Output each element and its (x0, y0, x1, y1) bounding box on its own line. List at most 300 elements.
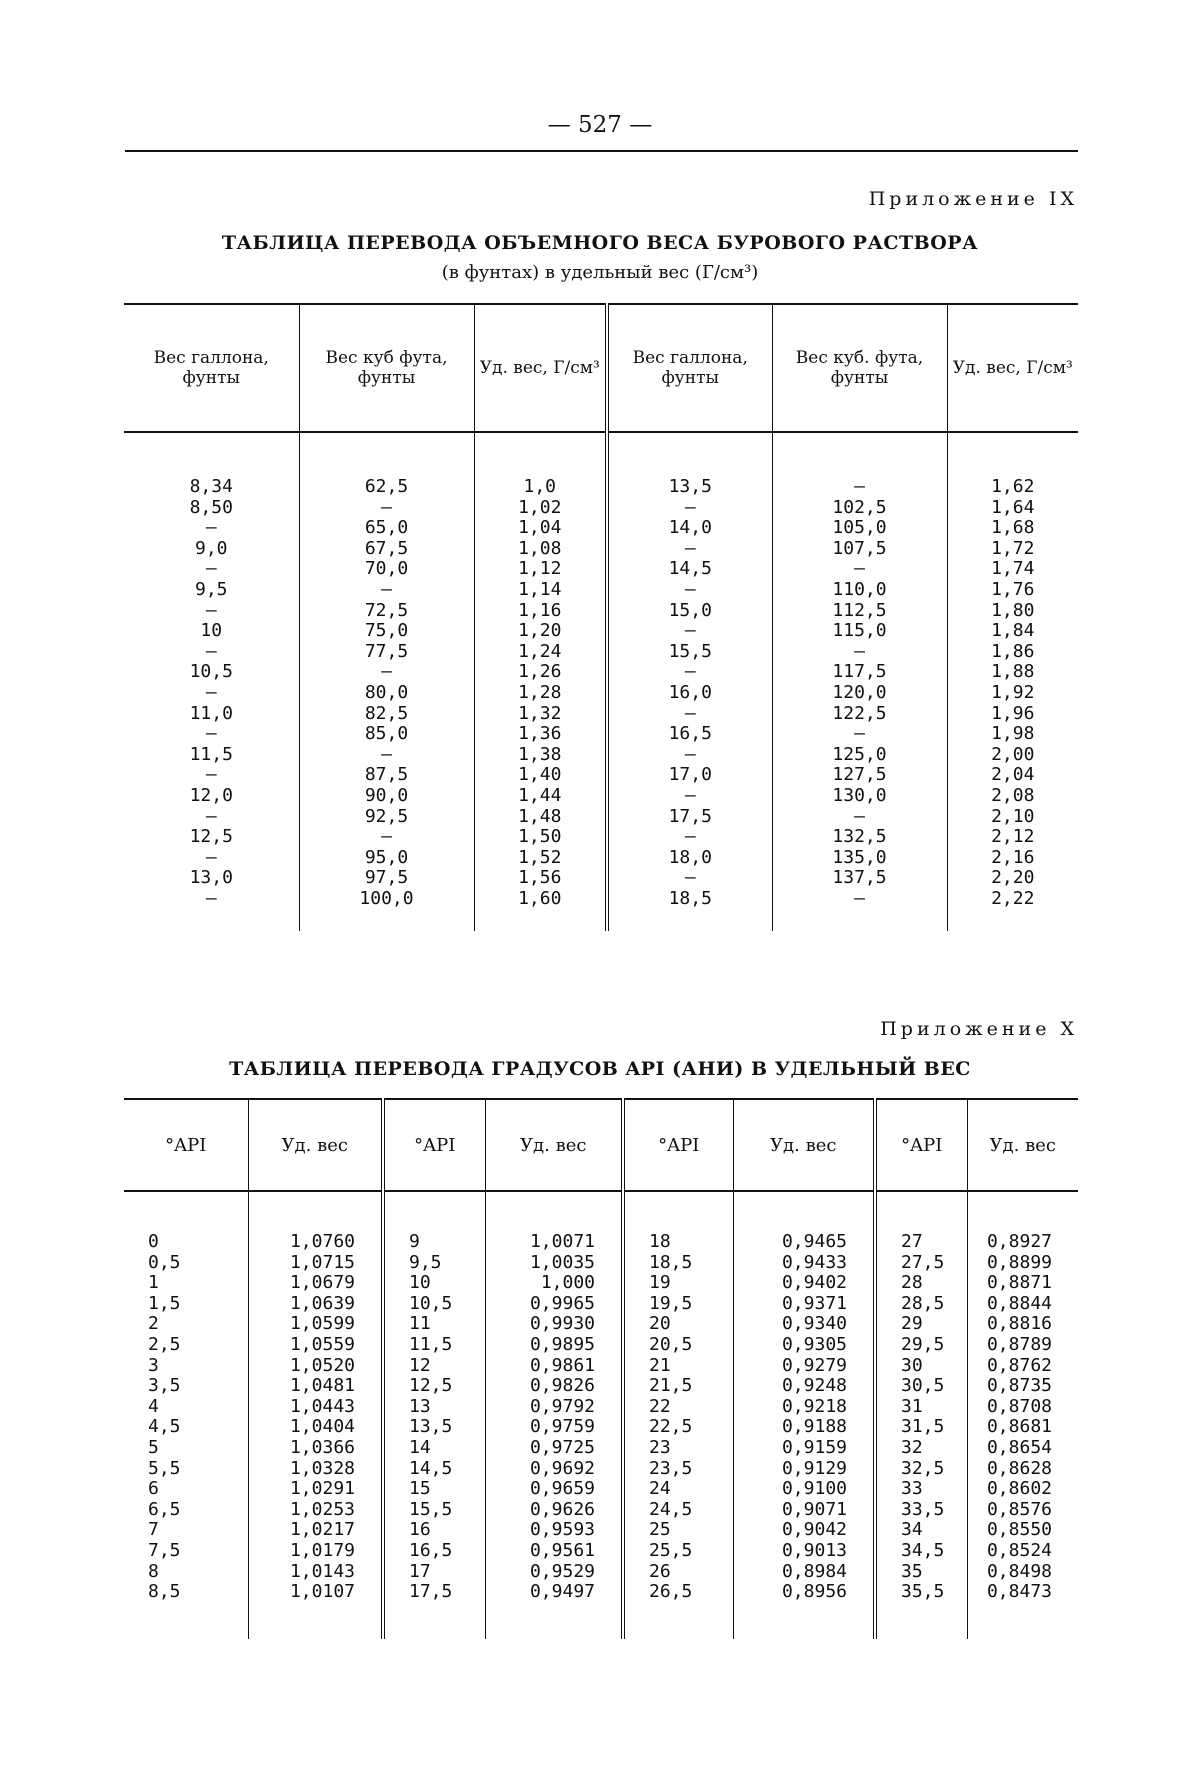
table-body-row (124, 1232, 1078, 1603)
table-cell: 0,8927 (986, 1231, 1052, 1252)
table-cell: 65,0 (364, 517, 409, 539)
table-cell: 1,0328 (289, 1457, 355, 1479)
column-header: Уд. вес (733, 1099, 875, 1191)
table-cell: 0,9100 (781, 1478, 847, 1500)
table-cell: 17,0 (668, 764, 712, 786)
column-header: Вес галлона, фунты (607, 304, 772, 432)
table-cell: 0,8628 (986, 1457, 1052, 1479)
table-cell: 1,0143 (289, 1560, 355, 1582)
table-cell: 20,5 (649, 1333, 693, 1355)
table-cell: 25 (649, 1519, 671, 1541)
table-cell: 1,0639 (289, 1292, 355, 1314)
table-cell: — (684, 826, 696, 848)
table-header-row (124, 304, 1078, 432)
table-cell: 0,8984 (781, 1560, 847, 1582)
table-header-row (124, 1099, 1078, 1191)
table-cell: 1,92 (991, 681, 1035, 703)
table-cell: 2,04 (991, 764, 1035, 786)
specific-gravity-column (485, 1232, 623, 1603)
table-cell: 110,0 (832, 578, 887, 600)
table-cell: 10,5 (189, 661, 233, 683)
table-cell: 0,9042 (781, 1519, 847, 1541)
table-cell: 10 (200, 620, 223, 642)
table-cell: 35 (901, 1560, 923, 1582)
table-cell: 10,5 (409, 1292, 453, 1314)
table-cell: 0,9188 (781, 1416, 847, 1438)
table-cell: 72,5 (364, 599, 409, 621)
table-cell: — (684, 702, 696, 724)
specific-gravity-column (733, 1232, 875, 1603)
table-cell: 95,0 (364, 846, 409, 868)
table-cell: 0,9626 (529, 1498, 595, 1520)
table-cell: — (205, 558, 217, 580)
table-cell: 32 (901, 1436, 923, 1458)
table-cell: — (854, 887, 865, 909)
table-cell: 1,0404 (289, 1416, 355, 1438)
specific-gravity-column (474, 477, 607, 909)
table-cell: 85,0 (364, 723, 409, 745)
table-cell: 0,5 (148, 1251, 181, 1273)
table-cell: 0,8956 (781, 1581, 847, 1603)
table-cell: 0,9433 (781, 1251, 847, 1273)
table-cell: 27,5 (901, 1251, 945, 1273)
table-cell: 0,9218 (781, 1395, 847, 1417)
table-cell: 0,9497 (529, 1581, 595, 1603)
column-header: Вес куб фута, фунты (299, 304, 474, 432)
table-cell: 117,5 (832, 661, 887, 683)
table-cell: 70,0 (364, 558, 409, 580)
table-cell: — (381, 496, 392, 518)
table-cell: 1,68 (991, 517, 1035, 539)
table-cell: — (381, 578, 392, 600)
column-header: Уд. вес (248, 1099, 383, 1191)
table-cell: 127,5 (832, 764, 887, 786)
table-cell: 112,5 (832, 599, 887, 621)
table-cell: 33 (901, 1478, 923, 1500)
table-cell: 130,0 (832, 784, 887, 806)
table-cell: 9,5 (194, 578, 228, 600)
table-cell: 1,50 (518, 826, 562, 848)
table-cell: 26 (649, 1560, 671, 1582)
table-cell: 87,5 (364, 764, 409, 786)
table-cell: 0,9861 (529, 1354, 595, 1376)
table-cell: 2,22 (991, 887, 1035, 909)
table-cell: 1,0179 (289, 1539, 355, 1561)
table-cell: 1,52 (518, 846, 562, 868)
table-cell: 1,60 (518, 887, 562, 909)
table-cell: 0,9402 (781, 1272, 847, 1294)
table-cell: 33,5 (901, 1498, 945, 1520)
table-cell: — (205, 846, 217, 868)
table-cell: 27 (901, 1231, 923, 1252)
table-cell: 0,9692 (529, 1457, 595, 1479)
table-cell: 3 (148, 1354, 159, 1376)
table-cell: 35,5 (901, 1581, 945, 1603)
table-cell: 1,26 (518, 661, 562, 683)
table-cell: 0,9305 (781, 1333, 847, 1355)
table-cell: 0,9465 (781, 1231, 847, 1252)
cubic-foot-weight-column (772, 477, 947, 909)
table-cell: 13,5 (668, 476, 712, 497)
table-cell: 0,9895 (529, 1333, 595, 1355)
table-cell: 1,84 (991, 620, 1035, 642)
table-cell: — (684, 784, 696, 806)
table-cell: 137,5 (832, 867, 887, 889)
table-cell: 29 (901, 1313, 923, 1335)
table-cell: 0,8816 (986, 1313, 1052, 1335)
table-cell: 67,5 (364, 537, 409, 559)
table-cell: 7,5 (148, 1539, 181, 1561)
table-cell: 30 (901, 1354, 923, 1376)
table-cell: 0,9759 (529, 1416, 595, 1438)
table-cell: 0,9792 (529, 1395, 595, 1417)
table-cell: 0,8576 (986, 1498, 1052, 1520)
table-cell: 26,5 (649, 1581, 693, 1603)
table-cell: — (684, 743, 696, 765)
table-cell: 1,0715 (289, 1251, 355, 1273)
table-cell: 1,0035 (529, 1251, 595, 1273)
table-cell: 13,5 (409, 1416, 453, 1438)
table-cell: — (205, 764, 217, 786)
table-cell: 11,5 (409, 1333, 453, 1355)
table-cell: — (854, 805, 865, 827)
table-cell: 29,5 (901, 1333, 945, 1355)
table-cell: 0,9930 (529, 1313, 595, 1335)
table-cell: 2,20 (991, 867, 1035, 889)
table-cell: 2,08 (991, 784, 1035, 806)
table-cell: 14 (409, 1436, 431, 1458)
specific-gravity-column (967, 1232, 1078, 1603)
table-cell: 1,98 (991, 723, 1035, 745)
api-gravity-conversion-table (124, 1098, 1078, 1639)
table-cell: 1,36 (518, 723, 562, 745)
table-cell: 2,5 (148, 1333, 181, 1355)
table-cell: 15 (409, 1478, 431, 1500)
table-cell: 62,5 (364, 476, 409, 497)
table-cell: 1,74 (991, 558, 1035, 580)
table-cell: 2,00 (991, 743, 1035, 765)
table-cell: 0,9659 (529, 1478, 595, 1500)
table-body-row (124, 477, 1078, 909)
table-cell: 5 (148, 1436, 159, 1458)
table-cell: 1,0679 (289, 1272, 355, 1294)
table-cell: 1,12 (518, 558, 562, 580)
table-cell: 0,8899 (986, 1251, 1052, 1273)
table-cell: 0,9593 (529, 1519, 595, 1541)
table-cell: 0,8708 (986, 1395, 1052, 1417)
table-cell: 9,0 (194, 537, 228, 559)
table-cell: 8 (148, 1560, 159, 1582)
table-cell: 24 (649, 1478, 671, 1500)
table-cell: 0,9248 (781, 1375, 847, 1397)
table-cell: 0,8498 (986, 1560, 1052, 1582)
table-cell: 16,5 (668, 723, 712, 745)
table-cell: 125,0 (832, 743, 887, 765)
table-cell: 0,8602 (986, 1478, 1052, 1500)
table-cell: 1,0520 (289, 1354, 355, 1376)
table-cell: 1,72 (991, 537, 1035, 559)
table-cell: 0,8844 (986, 1292, 1052, 1314)
table-cell: — (205, 805, 217, 827)
table-cell: 16,0 (668, 681, 712, 703)
specific-gravity-column (248, 1232, 383, 1603)
table-cell: 31,5 (901, 1416, 945, 1438)
table-cell: 22,5 (649, 1416, 693, 1438)
column-header: Уд. вес (967, 1099, 1078, 1191)
table-cell: 15,5 (668, 640, 712, 662)
api-degrees-column (383, 1232, 485, 1603)
table-cell: 11 (409, 1313, 431, 1335)
table-cell: 34 (901, 1519, 923, 1541)
table-cell: 132,5 (832, 826, 887, 848)
column-header: °API (383, 1099, 485, 1191)
table-cell: 34,5 (901, 1539, 945, 1561)
table-cell: 30,5 (901, 1375, 945, 1397)
table-cell: — (381, 661, 392, 683)
table-cell: 14,0 (668, 517, 712, 539)
table-cell: 25,5 (649, 1539, 693, 1561)
table-cell: 0,8789 (986, 1333, 1052, 1355)
table-cell: — (684, 578, 696, 600)
table-cell: 6 (148, 1478, 159, 1500)
api-degrees-column (875, 1232, 967, 1603)
table-cell: 0,8735 (986, 1375, 1052, 1397)
table-cell: 0,8473 (986, 1581, 1052, 1603)
table-cell: 1,0291 (289, 1478, 355, 1500)
table-cell: 9,5 (409, 1251, 442, 1273)
table-cell: 1,80 (991, 599, 1035, 621)
table-cell: 2,12 (991, 826, 1035, 848)
table-cell: 1,96 (991, 702, 1035, 724)
table-cell: 1,24 (518, 640, 562, 662)
table-cell: 2 (148, 1313, 159, 1335)
gallon-weight-column (124, 477, 299, 909)
table-cell: 0,8762 (986, 1354, 1052, 1376)
table-cell: 1,0071 (529, 1231, 595, 1252)
table-cell: 2,16 (991, 846, 1035, 868)
table-cell: 1,08 (518, 537, 562, 559)
column-header: Уд. вес (485, 1099, 623, 1191)
table-cell: 28 (901, 1272, 923, 1294)
api-degrees-column (124, 1232, 248, 1603)
table-cell: 17,5 (668, 805, 712, 827)
table-cell: 19 (649, 1272, 671, 1294)
table-cell: 102,5 (832, 496, 887, 518)
table-cell: 1,76 (991, 578, 1035, 600)
table-cell: 18,0 (668, 846, 712, 868)
table-cell: — (381, 743, 392, 765)
table-cell: 0,9725 (529, 1436, 595, 1458)
table-cell: 5,5 (148, 1457, 181, 1479)
table-cell: 11,0 (189, 702, 233, 724)
table-cell: 1,02 (518, 496, 562, 518)
table-cell: 0,8654 (986, 1436, 1052, 1458)
table-cell: 1 (148, 1272, 159, 1294)
table-cell: 0,9013 (781, 1539, 847, 1561)
table-cell: 0,8550 (986, 1519, 1052, 1541)
table-cell: 80,0 (364, 681, 409, 703)
table-cell: 14,5 (668, 558, 712, 580)
table-cell: 0,8871 (986, 1272, 1052, 1294)
table-cell: 32,5 (901, 1457, 945, 1479)
table-cell: 107,5 (832, 537, 887, 559)
table-cell: — (854, 476, 865, 497)
column-header: °API (124, 1099, 248, 1191)
table-cell: 0 (148, 1231, 159, 1252)
table-cell: 100,0 (359, 887, 414, 909)
table-cell: — (205, 681, 217, 703)
appendix-10-label: Приложение X (880, 1018, 1078, 1040)
table-cell: 8,5 (148, 1581, 181, 1603)
table-cell: 1,5 (148, 1292, 181, 1314)
table-cell: 1,56 (518, 867, 562, 889)
table-cell: 1,28 (518, 681, 562, 703)
table-cell: 82,5 (364, 702, 409, 724)
table-cell: 1,48 (518, 805, 562, 827)
table-cell: 75,0 (364, 620, 409, 642)
gallon-weight-column (607, 477, 772, 909)
table-cell: 1,44 (518, 784, 562, 806)
table-cell: 1,14 (518, 578, 562, 600)
column-header: Уд. вес, Г/см³ (947, 304, 1078, 432)
table-cell: 1,40 (518, 764, 562, 786)
table-cell: 17,5 (409, 1581, 453, 1603)
table-cell: 19,5 (649, 1292, 693, 1314)
table-cell: 31 (901, 1395, 923, 1417)
table-cell: 1,86 (991, 640, 1035, 662)
table-cell: 1,16 (518, 599, 562, 621)
table-cell: 0,9340 (781, 1313, 847, 1335)
table-cell: 16 (409, 1519, 431, 1541)
table-cell: — (684, 620, 696, 642)
table-cell: — (854, 640, 865, 662)
table-cell: 18,5 (668, 887, 712, 909)
table-cell: 13,0 (189, 867, 233, 889)
table-cell: 1,0107 (289, 1581, 355, 1603)
table-cell: 1,88 (991, 661, 1035, 683)
table-cell: 1,38 (518, 743, 562, 765)
table-cell: — (854, 723, 865, 745)
table-cell: 21,5 (649, 1375, 693, 1397)
table-cell: 1,64 (991, 496, 1035, 518)
table-cell: — (205, 599, 217, 621)
table-cell: 1,04 (518, 517, 562, 539)
table-cell: 1,32 (518, 702, 562, 724)
table-cell: 115,0 (832, 620, 887, 642)
table-cell: 0,9371 (781, 1292, 847, 1314)
table-cell: 0,9826 (529, 1375, 595, 1397)
table-cell: 9 (409, 1231, 420, 1252)
table-cell: 0,9965 (529, 1292, 595, 1314)
table-cell: 120,0 (832, 681, 887, 703)
table-cell: 0,9159 (781, 1436, 847, 1458)
table-cell: — (684, 867, 696, 889)
table-cell: 14,5 (409, 1457, 453, 1479)
specific-gravity-column (947, 477, 1078, 909)
table-cell: 12,5 (189, 826, 233, 848)
appendix-9-title: ТАБЛИЦА ПЕРЕВОДА ОБЪЕМНОГО ВЕСА БУРОВОГО РАСТВОРА (221, 232, 979, 254)
table-cell: 135,0 (832, 846, 887, 868)
table-cell: 97,5 (364, 867, 409, 889)
table-cell: 1,0253 (289, 1498, 355, 1520)
appendix-9-subtitle: (в фунтах) в удельный вес (Г/см³) (441, 262, 759, 283)
table-cell: 18 (649, 1231, 671, 1252)
table-cell: 0,9561 (529, 1539, 595, 1561)
table-cell: 11,5 (189, 743, 233, 765)
table-cell: 122,5 (832, 702, 887, 724)
table-cell: 0,9279 (781, 1354, 847, 1376)
top-rule (125, 150, 1078, 152)
table-cell: 1,0366 (289, 1436, 355, 1458)
table-cell: 92,5 (364, 805, 409, 827)
page-number: — 527 — (547, 112, 653, 138)
table-cell: 0,9529 (529, 1560, 595, 1582)
table-cell: — (854, 558, 865, 580)
table-cell: 8,50 (189, 496, 233, 518)
table-cell: — (684, 496, 696, 518)
table-cell: 1,62 (991, 476, 1035, 497)
table-cell: — (205, 517, 217, 539)
api-degrees-column (623, 1232, 733, 1603)
table-cell: 0,8524 (986, 1539, 1052, 1561)
table-cell: 21 (649, 1354, 671, 1376)
table-cell: 3,5 (148, 1375, 181, 1397)
table-cell: 28,5 (901, 1292, 945, 1314)
table-cell: 10 (409, 1272, 431, 1294)
table-cell: 18,5 (649, 1251, 693, 1273)
appendix-10-title: ТАБЛИЦА ПЕРЕВОДА ГРАДУСОВ API (АНИ) В УДЕЛЬНЫЙ ВЕС (229, 1058, 971, 1080)
table-cell: — (684, 537, 696, 559)
table-cell: 12,5 (409, 1375, 453, 1397)
table-cell: 90,0 (364, 784, 409, 806)
table-cell: 16,5 (409, 1539, 453, 1561)
table-cell: 24,5 (649, 1498, 693, 1520)
table-cell: 12 (409, 1354, 431, 1376)
table-cell: 0,8681 (986, 1416, 1052, 1438)
appendix-9-label: Приложение IX (868, 188, 1078, 210)
table-cell: 12,0 (189, 784, 233, 806)
table-cell: 1,0 (523, 476, 556, 497)
table-cell: 20 (649, 1313, 671, 1335)
table-cell: 15,0 (668, 599, 712, 621)
table-cell: 1,0559 (289, 1333, 355, 1355)
mud-weight-conversion-table (124, 303, 1078, 931)
table-cell: — (205, 640, 217, 662)
table-cell: 0,9071 (781, 1498, 847, 1520)
column-header: °API (875, 1099, 967, 1191)
table-cell: 1,20 (518, 620, 562, 642)
table-cell: 2,10 (991, 805, 1035, 827)
column-header: Уд. вес, Г/см³ (474, 304, 607, 432)
table-cell: 105,0 (832, 517, 887, 539)
table-cell: — (684, 661, 696, 683)
column-header: Вес галлона, фунты (124, 304, 299, 432)
table-cell: 23 (649, 1436, 671, 1458)
table-cell: 1,000 (540, 1272, 595, 1294)
table-cell: 4,5 (148, 1416, 181, 1438)
table-cell: 1,0760 (289, 1231, 355, 1252)
table-cell: 22 (649, 1395, 671, 1417)
table-cell: 13 (409, 1395, 431, 1417)
table-cell: 7 (148, 1519, 159, 1541)
table-cell: 17 (409, 1560, 431, 1582)
table-cell: — (205, 723, 217, 745)
table-cell: 15,5 (409, 1498, 453, 1520)
table-cell: 1,0599 (289, 1313, 355, 1335)
table-cell: 1,0443 (289, 1395, 355, 1417)
table-cell: 8,34 (189, 476, 233, 497)
table-cell: 0,9129 (781, 1457, 847, 1479)
